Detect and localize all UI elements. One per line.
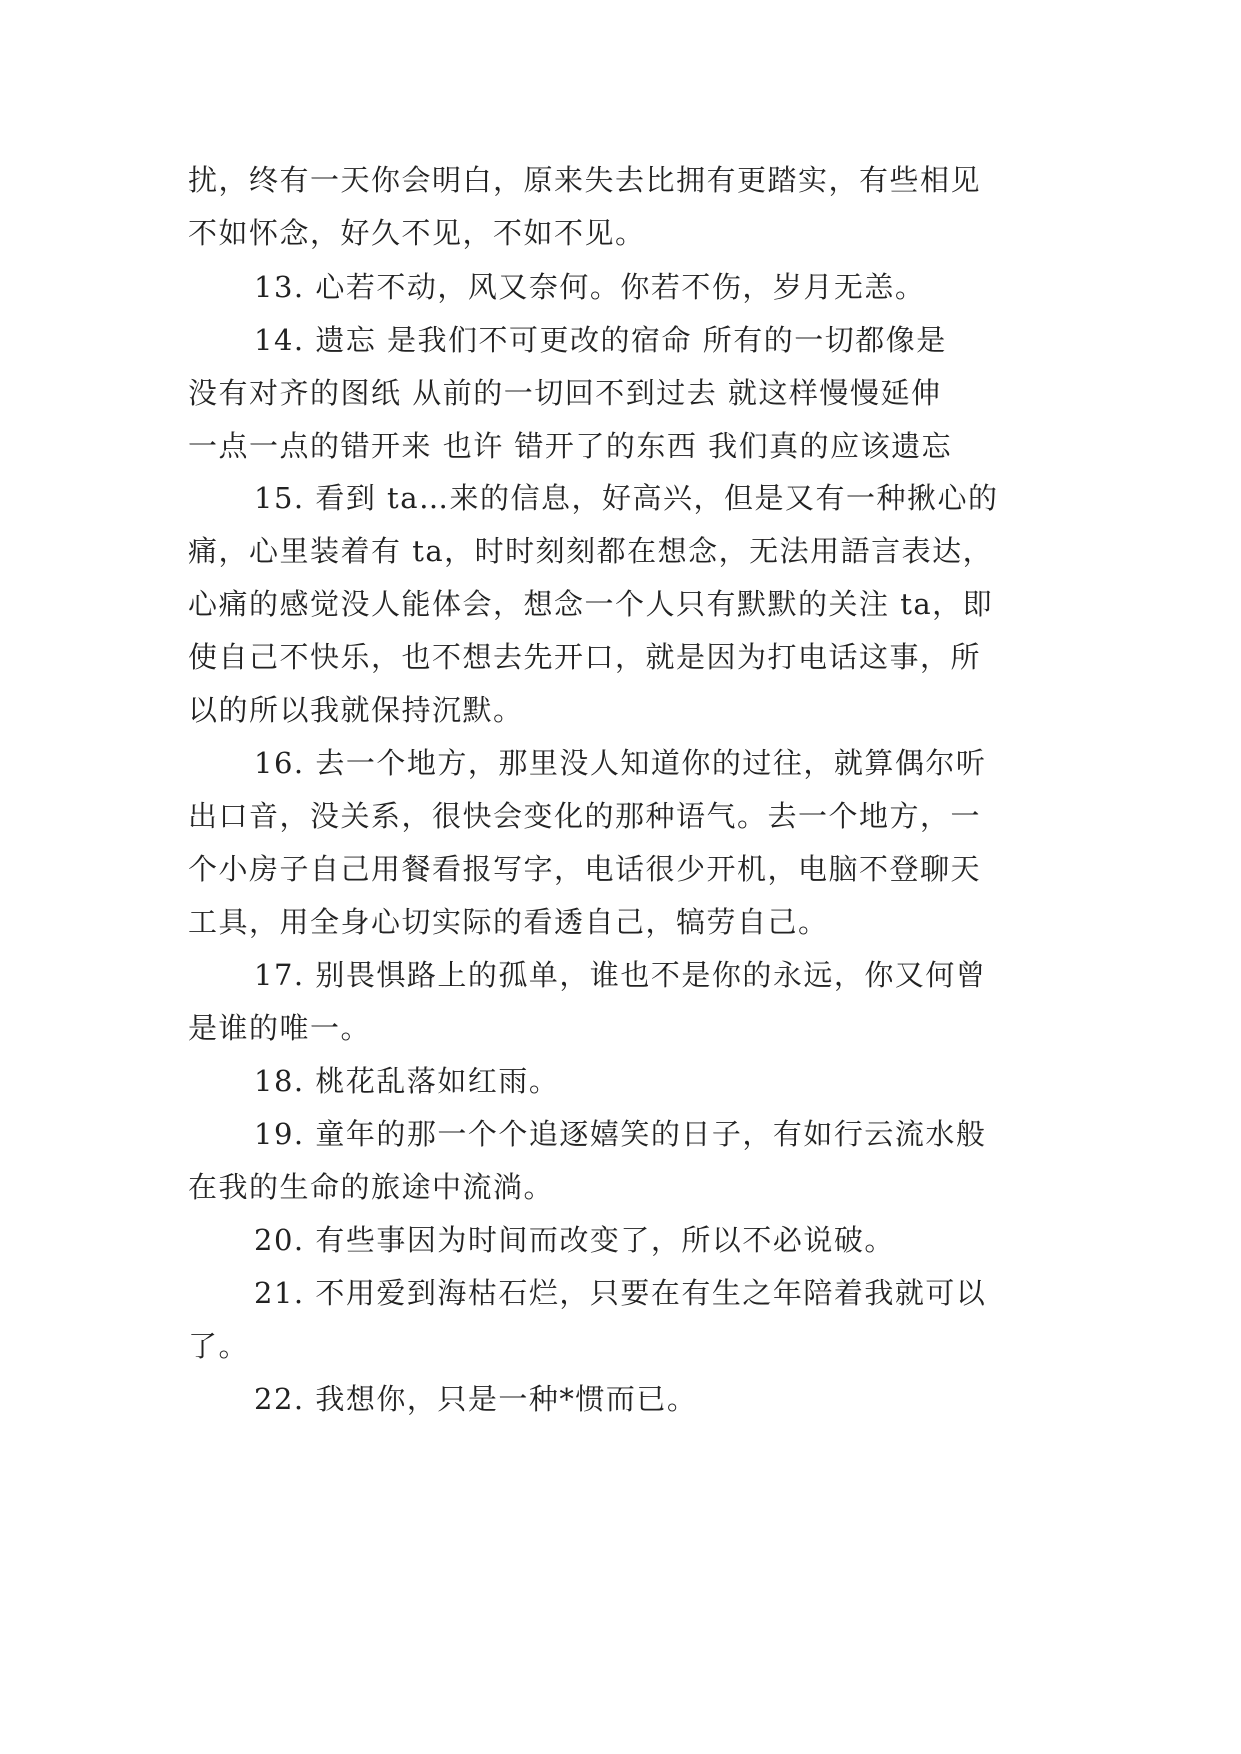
text-line: 心痛的感觉没人能体会，想念一个人只有默默的关注 ta，即 — [188, 587, 994, 621]
list-item-22: 22. 我想你，只是一种*惯而已。 — [254, 1382, 698, 1416]
list-item-14: 14. 遗忘 是我们不可更改的宿命 所有的一切都像是 — [254, 323, 947, 357]
list-item-15: 15. 看到 ta…来的信息，好高兴，但是又有一种揪心的 — [254, 481, 999, 515]
text-line: 了。 — [188, 1329, 250, 1363]
text-line: 不如怀念，好久不见，不如不见。 — [188, 216, 646, 250]
list-item-21: 21. 不用爱到海枯石烂，只要在有生之年陪着我就可以 — [254, 1276, 987, 1310]
list-item-16: 16. 去一个地方，那里没人知道你的过往，就算偶尔听 — [254, 746, 987, 780]
text-line: 痛，心里装着有 ta，时时刻刻都在想念，无法用語言表达， — [188, 534, 994, 568]
list-item-18: 18. 桃花乱落如红雨。 — [254, 1064, 560, 1098]
text-line: 工具，用全身心切实际的看透自己，犒劳自己。 — [188, 905, 829, 939]
list-item-20: 20. 有些事因为时间而改变了，所以不必说破。 — [254, 1223, 895, 1257]
text-line: 以的所以我就保持沉默。 — [188, 693, 524, 727]
text-line: 没有对齐的图纸 从前的一切回不到过去 就这样慢慢延伸 — [188, 376, 942, 410]
text-line: 是谁的唯一。 — [188, 1011, 372, 1045]
text-line: 个小房子自己用餐看报写字，电话很少开机，电脑不登聊天 — [188, 852, 982, 886]
list-item-19: 19. 童年的那一个个追逐嬉笑的日子，有如行云流水般 — [254, 1117, 987, 1151]
list-item-17: 17. 别畏惧路上的孤单，谁也不是你的永远，你又何曾 — [254, 958, 987, 992]
text-line: 出口音，没关系，很快会变化的那种语气。去一个地方，一 — [188, 799, 982, 833]
text-line: 在我的生命的旅途中流淌。 — [188, 1170, 555, 1204]
text-line: 一点一点的错开来 也许 错开了的东西 我们真的应该遗忘 — [188, 429, 953, 463]
text-line: 使自己不快乐，也不想去先开口，就是因为打电话这事，所 — [188, 640, 982, 674]
list-item-13: 13. 心若不动，风又奈何。你若不伤，岁月无恙。 — [254, 270, 926, 304]
text-line: 扰，终有一天你会明白，原来失去比拥有更踏实，有些相见 — [188, 163, 982, 197]
